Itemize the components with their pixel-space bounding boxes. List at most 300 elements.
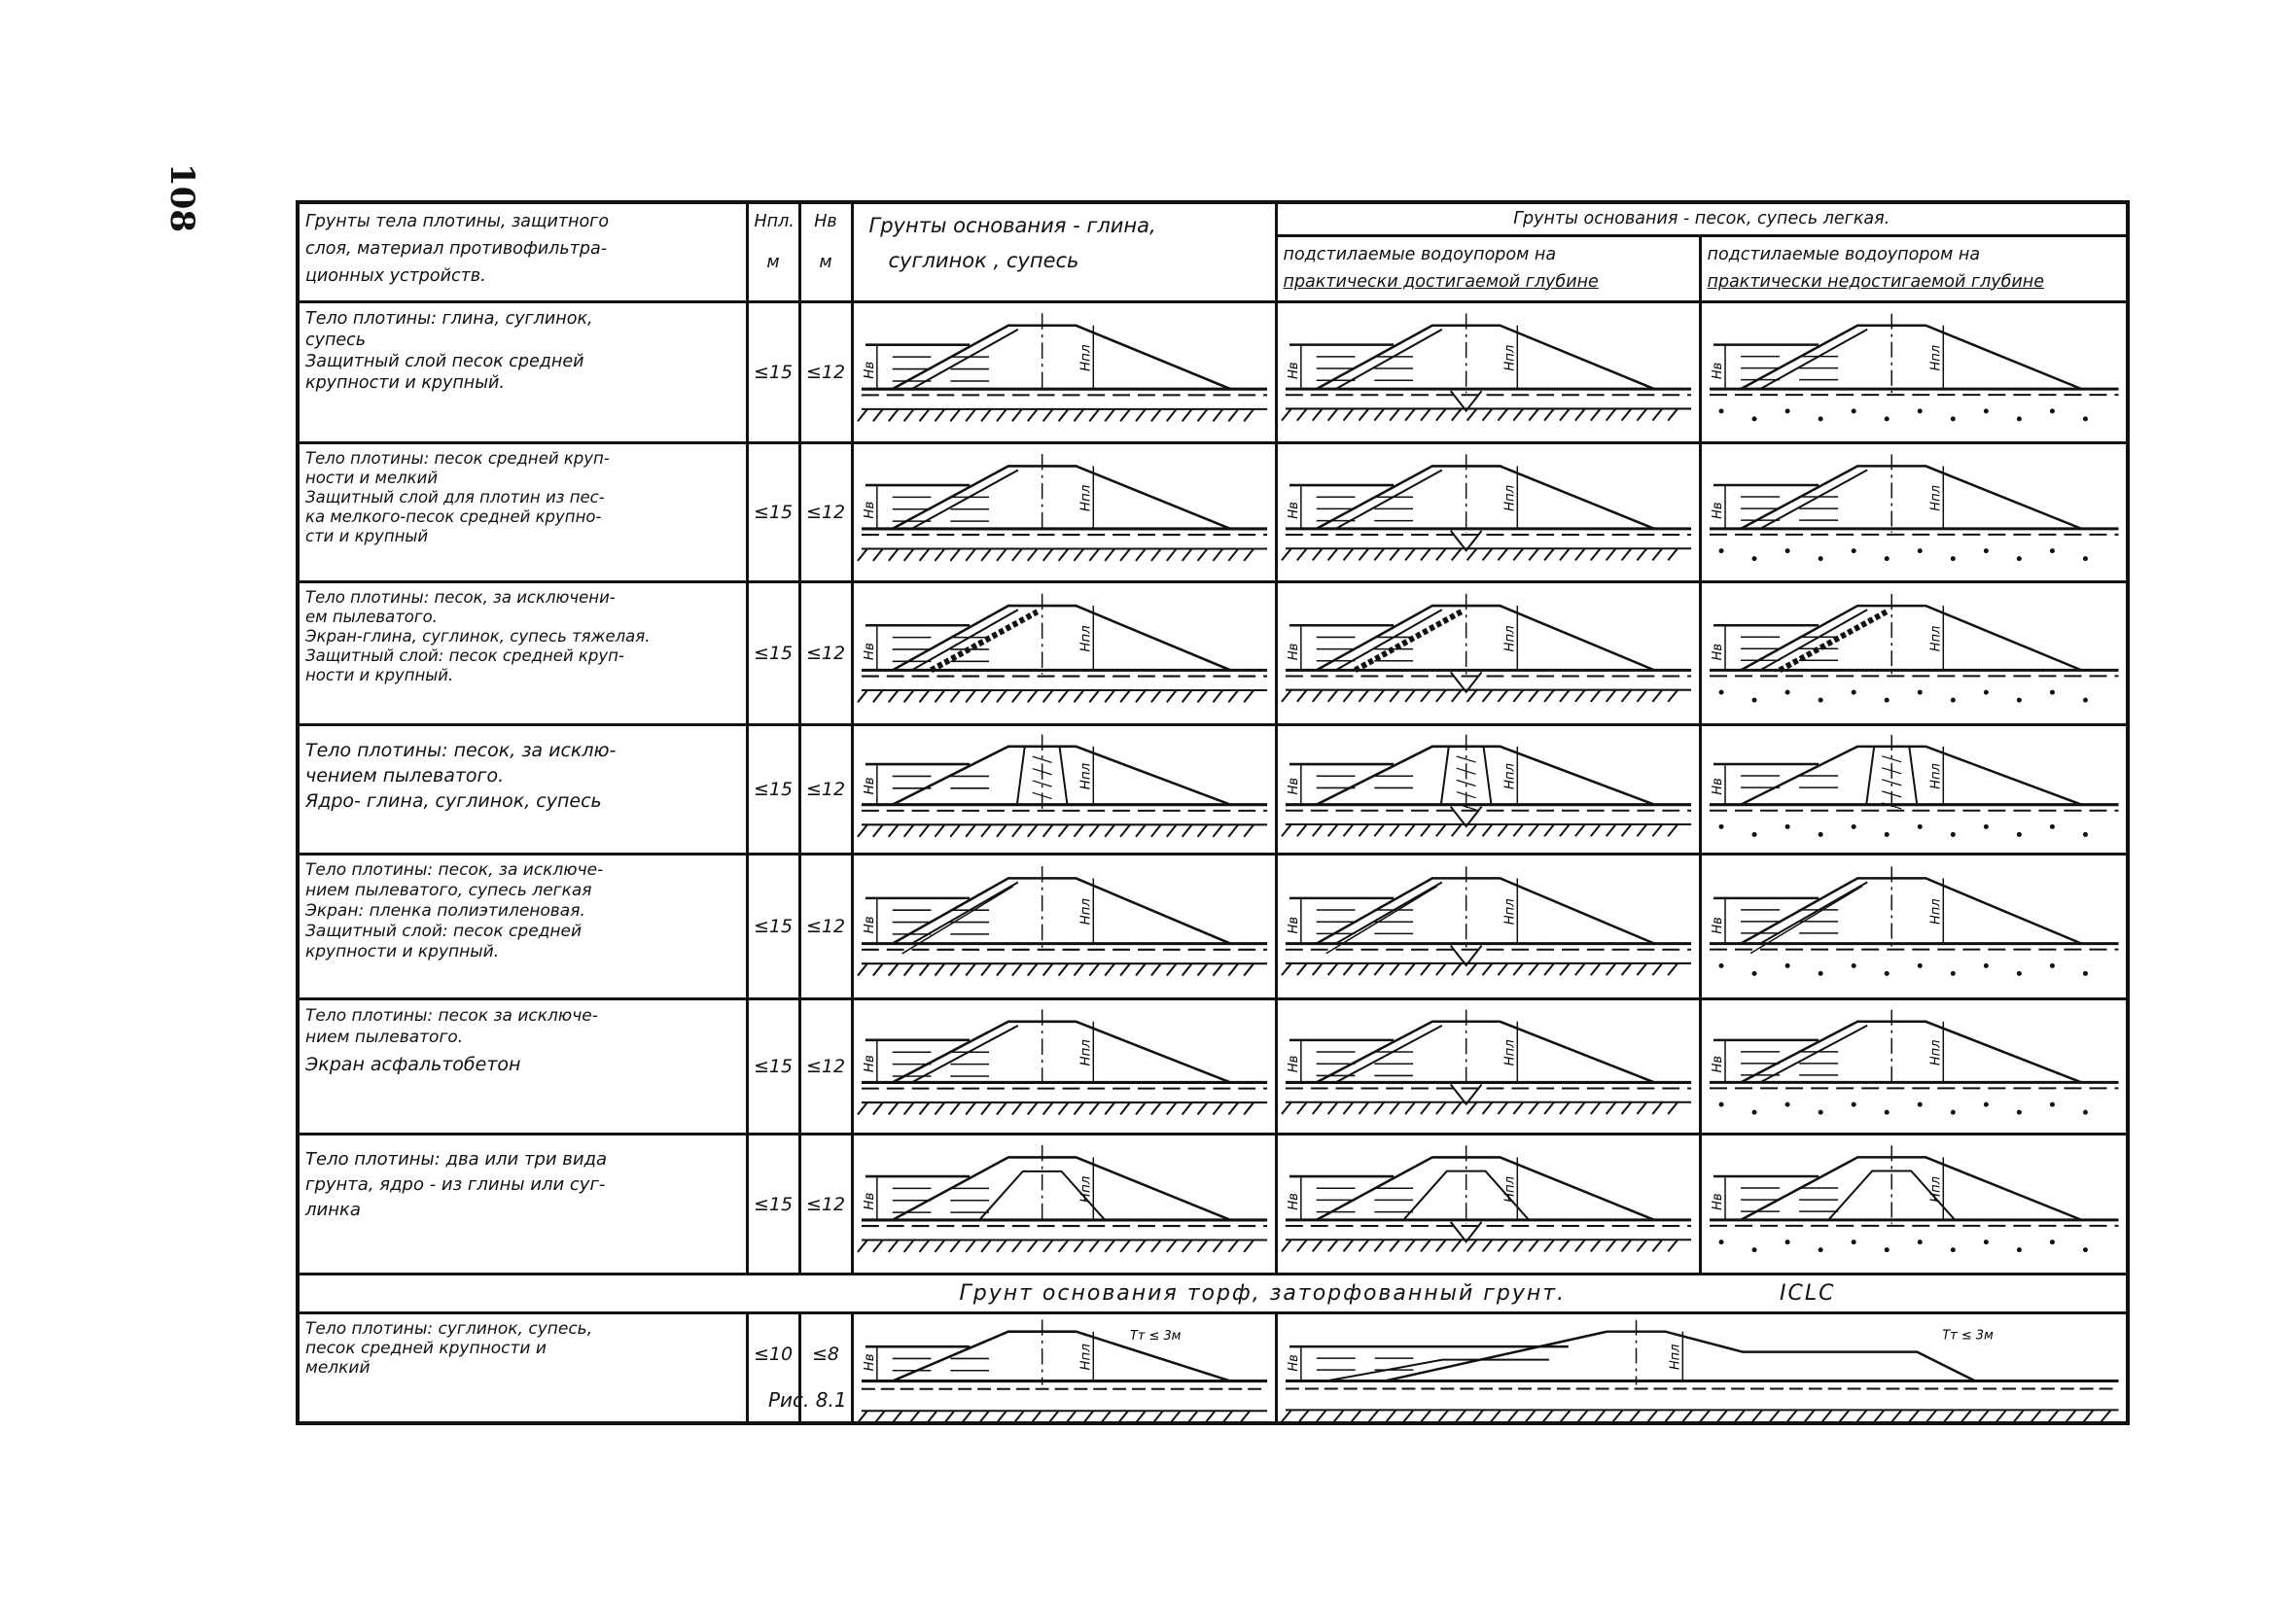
hatch-mark <box>1089 548 1099 560</box>
hatch-mark <box>1482 824 1492 836</box>
hatch-mark <box>935 408 944 420</box>
row-4-hpl: ≤15 <box>747 724 799 854</box>
sand-dot <box>2050 409 2053 412</box>
dam-section-drawing <box>854 444 1275 580</box>
hatch-mark <box>1058 1240 1068 1252</box>
sand-dot <box>1752 972 1755 975</box>
hatch-mark <box>1621 548 1631 560</box>
hatch-mark <box>1343 963 1353 975</box>
protective-layer <box>1335 470 1441 528</box>
hatch-mark <box>1621 689 1631 701</box>
hatch-mark <box>903 408 913 420</box>
hatch-mark <box>1652 408 1662 420</box>
row-6-description: Тело плотины: песок за исключе- нием пылеватого. Экран асфальтобетон <box>298 999 747 1135</box>
hatch-mark <box>1560 1410 1570 1421</box>
hpl-label: Нпл <box>1501 344 1517 371</box>
hatch-mark <box>981 1240 991 1252</box>
hatch-mark <box>1197 548 1207 560</box>
sand-dot <box>1819 1111 1821 1114</box>
row-6-diagram-clay <box>852 999 1276 1135</box>
dam-section-drawing <box>1278 726 1699 853</box>
row-2-diagram-unreached <box>1700 442 2128 581</box>
hatch-mark <box>1390 824 1399 836</box>
sand-dot <box>1819 417 1821 420</box>
hatch-mark <box>1529 1102 1538 1114</box>
row-1-hv: ≤12 <box>799 301 852 442</box>
sand-dot <box>1852 1241 1854 1244</box>
hatch-mark <box>1244 408 1254 420</box>
hpl-label: Нпл <box>1077 1343 1093 1371</box>
sand-dot <box>1918 964 1921 967</box>
hatch-mark <box>1281 1410 1290 1421</box>
hv-label: Нв <box>1710 1193 1725 1211</box>
hatch-mark <box>1544 1240 1554 1252</box>
sand-dot <box>2050 825 2053 828</box>
hatch-mark <box>1466 1240 1476 1252</box>
hatch-mark <box>1590 548 1600 560</box>
sand-dot <box>1984 964 1987 967</box>
hatch-mark <box>1652 963 1662 975</box>
hatch-mark <box>1451 408 1461 420</box>
peat-row-hv: ≤8 <box>799 1312 852 1423</box>
hatch-mark <box>1390 408 1399 420</box>
hatch-mark <box>1228 824 1238 836</box>
hatch-mark <box>1769 1410 1779 1421</box>
hatch-mark <box>1647 1410 1657 1421</box>
hatch-mark <box>981 690 991 702</box>
hatch-mark <box>1042 963 1052 975</box>
sand-dot <box>1885 972 1888 975</box>
hatch-mark <box>1120 963 1130 975</box>
hatch-mark <box>996 408 1006 420</box>
hatch-mark <box>1390 1102 1399 1114</box>
sand-dot <box>1819 698 1821 701</box>
hatch-mark <box>1312 1240 1322 1252</box>
hatch-mark <box>1456 1410 1466 1421</box>
hatch-mark <box>1074 1102 1083 1114</box>
hatch-mark <box>1182 824 1191 836</box>
hatch-mark <box>1529 824 1538 836</box>
dam-body <box>892 1022 1230 1083</box>
hv-label: Нв <box>1286 1055 1301 1073</box>
hpl-label: Нпл <box>1501 1039 1517 1066</box>
hatch-mark <box>1856 1410 1866 1421</box>
row-7-hpl: ≤15 <box>747 1135 799 1274</box>
hatch-mark <box>888 1240 898 1252</box>
hatch-mark <box>1281 824 1290 836</box>
hatch-mark <box>1996 1410 2006 1421</box>
hatch-mark <box>1027 1102 1037 1114</box>
row-3-diagram-clay <box>852 581 1276 724</box>
dam-body <box>1741 878 2081 943</box>
row-7-diagram-reached <box>1276 1135 1700 1274</box>
hatch-mark <box>857 824 866 836</box>
hatch-mark <box>1182 408 1191 420</box>
hatch-mark <box>1606 824 1615 836</box>
hatch-mark <box>1513 824 1523 836</box>
hatch-mark <box>1027 548 1037 560</box>
hatch-mark <box>1668 963 1678 975</box>
hatch-mark <box>1120 824 1130 836</box>
hatch-mark <box>1281 1102 1290 1114</box>
hatch-mark <box>1074 408 1083 420</box>
hpl-label: Нпл <box>1927 625 1943 652</box>
hatch-mark <box>950 1102 960 1114</box>
hatch-mark <box>1027 824 1037 836</box>
hv-label: Нв <box>862 916 877 934</box>
hatch-mark <box>1197 1240 1207 1252</box>
hatch-mark <box>1405 1102 1415 1114</box>
hatch-mark <box>1105 690 1114 702</box>
hatch-mark <box>1135 408 1145 420</box>
sand-dot <box>1918 409 1921 412</box>
sand-dot <box>1819 833 1821 836</box>
hatch-mark <box>935 1102 944 1114</box>
hatch-mark <box>1074 824 1083 836</box>
hatch-mark <box>1874 1410 1884 1421</box>
hatch-mark <box>1513 1102 1523 1114</box>
hatch-mark <box>935 690 944 702</box>
row-1-hpl: ≤15 <box>747 301 799 442</box>
hatch-mark <box>996 1411 1006 1421</box>
hatch-mark <box>2048 1410 2058 1421</box>
hatch-mark <box>1327 963 1337 975</box>
hpl-label: Нпл <box>1078 1176 1093 1204</box>
header-hpl: Нпл. м <box>747 202 799 301</box>
hatch-mark <box>1420 408 1430 420</box>
hatch-mark <box>1374 824 1384 836</box>
hatch-mark <box>903 1240 913 1252</box>
dam-section-drawing <box>1702 444 2127 580</box>
hatch-mark <box>1590 1102 1600 1114</box>
sand-dot <box>2083 1249 2086 1252</box>
dam-section-drawing <box>1278 1135 1699 1272</box>
sand-dot <box>1918 1241 1921 1244</box>
dam-section-drawing <box>1702 1135 2127 1272</box>
hv-label: Нв <box>862 361 877 379</box>
hatch-mark <box>1058 690 1068 702</box>
dam-section-drawing <box>1278 856 1699 997</box>
hatch-mark <box>1482 689 1492 701</box>
hatch-mark <box>1296 1240 1306 1252</box>
hatch-mark <box>1281 689 1290 701</box>
hatch-mark <box>1590 689 1600 701</box>
hv-label: Нв <box>1710 502 1725 519</box>
dam-section-drawing <box>1702 583 2127 723</box>
dam-section-drawing <box>1702 856 2127 997</box>
hatch-mark <box>1979 1410 1989 1421</box>
hv-label: Нв <box>862 1193 877 1211</box>
cutoff-trench <box>1450 531 1481 550</box>
hatch-mark <box>1135 548 1145 560</box>
hatch-mark <box>1058 963 1068 975</box>
hatch-mark <box>1637 824 1646 836</box>
hatch-mark <box>1435 408 1445 420</box>
hatch-mark <box>950 408 960 420</box>
hatch-mark <box>1574 548 1584 560</box>
sand-dot <box>1752 1111 1755 1114</box>
hatch-mark <box>1606 963 1615 975</box>
sand-dot <box>1752 833 1755 836</box>
hv-label: Нв <box>862 1353 877 1371</box>
hatch-mark <box>1498 548 1507 560</box>
hatch-mark <box>1544 689 1554 701</box>
hatch-mark <box>872 963 882 975</box>
dam-body <box>1741 1158 2081 1220</box>
hatch-mark <box>966 548 975 560</box>
sand-dot <box>1885 698 1888 701</box>
sand-dot <box>1918 549 1921 552</box>
hatch-mark <box>872 1240 882 1252</box>
hatch-mark <box>1296 689 1306 701</box>
cutoff-trench <box>1450 391 1481 410</box>
hatch-mark <box>1359 963 1368 975</box>
hatch-mark <box>1926 1410 1936 1421</box>
hatch-mark <box>872 824 882 836</box>
hatch-mark <box>1668 1240 1678 1252</box>
hatch-mark <box>857 1240 866 1252</box>
hatch-mark <box>857 690 866 702</box>
sand-dot <box>2083 417 2086 420</box>
hatch-mark <box>966 824 975 836</box>
hatch-mark <box>1405 689 1415 701</box>
hatch-mark <box>857 1411 866 1421</box>
hatch-mark <box>1359 548 1368 560</box>
hatch-mark <box>903 963 913 975</box>
hatch-mark <box>1105 1240 1114 1252</box>
hatch-mark <box>1595 1410 1605 1421</box>
hatch-mark <box>1668 824 1678 836</box>
hatch-mark <box>950 690 960 702</box>
hatch-mark <box>1281 963 1290 975</box>
hatch-mark <box>857 1102 866 1114</box>
hatch-mark <box>935 548 944 560</box>
hatch-mark <box>1374 408 1384 420</box>
hatch-mark <box>1327 689 1337 701</box>
hatch-mark <box>1197 824 1207 836</box>
hatch-mark <box>1405 548 1415 560</box>
hv-label: Нв <box>1710 917 1725 934</box>
hatch-mark <box>1011 548 1021 560</box>
dam-section-drawing <box>1702 1000 2127 1133</box>
row-1-diagram-reached <box>1276 301 1700 442</box>
figure-caption: Рис. 8.1 <box>768 1388 847 1412</box>
hatch-mark <box>1668 689 1678 701</box>
row-5-hpl: ≤15 <box>747 855 799 999</box>
sand-dot <box>1918 690 1921 693</box>
hatch-mark <box>1135 690 1145 702</box>
dam-body <box>892 1158 1230 1220</box>
hv-label: Нв <box>1710 643 1725 661</box>
hatch-mark <box>1011 408 1021 420</box>
hatch-mark <box>1498 1240 1507 1252</box>
hatch-mark <box>1559 1102 1569 1114</box>
sand-dot <box>1885 557 1888 560</box>
hatch-mark <box>1105 408 1114 420</box>
hatch-mark <box>1652 824 1662 836</box>
sand-dot <box>1785 409 1788 412</box>
hatch-mark <box>1359 408 1368 420</box>
hatch-mark <box>935 1240 944 1252</box>
row-1-diagram-unreached <box>1700 301 2128 442</box>
hatch-mark <box>1213 1240 1222 1252</box>
dam-section-drawing <box>854 1314 1275 1422</box>
hatch-mark <box>903 1102 913 1114</box>
hatch-mark <box>1621 1102 1631 1114</box>
hatch-mark <box>1466 689 1476 701</box>
row-1-diagram-clay <box>852 301 1276 442</box>
hatch-mark <box>888 548 898 560</box>
hatch-mark <box>2083 1410 2093 1421</box>
hatch-mark <box>1606 408 1615 420</box>
hpl-label: Нпл <box>1927 1039 1943 1066</box>
sand-dot <box>1785 690 1788 693</box>
sand-dot <box>1852 690 1854 693</box>
hatch-mark <box>888 963 898 975</box>
hatch-mark <box>1135 1102 1145 1114</box>
hatch-mark <box>1343 548 1353 560</box>
hatch-mark <box>1074 963 1083 975</box>
hatch-mark <box>1466 1102 1476 1114</box>
sand-dot <box>1752 1249 1755 1252</box>
sand-dot <box>1719 690 1722 693</box>
hatch-mark <box>1228 690 1238 702</box>
hpl-label: Нпл <box>1927 344 1943 370</box>
hv-label: Нв <box>1286 361 1301 379</box>
hatch-mark <box>1074 690 1083 702</box>
hatch-mark <box>981 963 991 975</box>
hpl-label: Нпл <box>1501 484 1517 511</box>
hatch-mark <box>1359 824 1368 836</box>
hatch-mark <box>892 1411 901 1421</box>
hatch-mark <box>1213 408 1222 420</box>
dam-body <box>1316 466 1654 528</box>
hatch-mark <box>1374 548 1384 560</box>
hatch-mark <box>996 1240 1006 1252</box>
hatch-mark <box>1606 689 1615 701</box>
hv-label: Нв <box>1286 643 1301 661</box>
hatch-mark <box>1665 1410 1675 1421</box>
hatch-mark <box>1590 824 1600 836</box>
hatch-mark <box>1513 1240 1523 1252</box>
hpl-label: Нпл <box>1927 763 1943 789</box>
hatch-mark <box>1120 548 1130 560</box>
sand-dot <box>1984 1103 1987 1106</box>
hpl-label: Нпл <box>1501 762 1517 789</box>
hatch-mark <box>1228 408 1238 420</box>
sand-dot <box>2017 833 2020 836</box>
hatch-mark <box>1182 1240 1191 1252</box>
hatch-mark <box>1150 1240 1160 1252</box>
hatch-mark <box>1058 548 1068 560</box>
sand-dot <box>1852 549 1854 552</box>
dam-section-drawing <box>854 583 1275 723</box>
sand-dot <box>1984 409 1987 412</box>
row-5-diagram-clay <box>852 855 1276 999</box>
dam-body <box>1741 466 2081 528</box>
dam-section-drawing <box>1702 303 2127 441</box>
hatch-mark <box>1011 963 1021 975</box>
row-6-hpl: ≤15 <box>747 999 799 1135</box>
sand-dot <box>1719 549 1722 552</box>
hatch-mark <box>1182 548 1191 560</box>
hatch-mark <box>950 548 960 560</box>
hpl-label: Нпл <box>1078 343 1093 371</box>
hv-label: Нв <box>862 777 877 795</box>
hatch-mark <box>981 408 991 420</box>
dam-body <box>1316 606 1654 670</box>
hatch-mark <box>1312 548 1322 560</box>
hatch-mark <box>1166 408 1176 420</box>
hatch-mark <box>1333 1410 1343 1421</box>
hatch-mark <box>1574 963 1584 975</box>
hatch-mark <box>1197 963 1207 975</box>
sand-dot <box>1951 1111 1954 1114</box>
hatch-mark <box>1466 408 1476 420</box>
hatch-mark <box>996 824 1006 836</box>
hatch-mark <box>1166 824 1176 836</box>
hatch-mark <box>1652 1240 1662 1252</box>
hatch-mark <box>1197 408 1207 420</box>
hatch-mark <box>1042 1102 1052 1114</box>
protective-layer <box>1760 1026 1867 1083</box>
dam-body <box>1741 606 2081 670</box>
hatch-mark <box>1089 690 1099 702</box>
hv-label: Нв <box>1710 778 1725 795</box>
hatch-mark <box>1525 1410 1535 1421</box>
dam-section-drawing <box>854 303 1275 441</box>
hatch-mark <box>1491 1410 1501 1421</box>
hatch-mark <box>1316 1410 1325 1421</box>
hatch-mark <box>1544 1102 1554 1114</box>
hatch-mark <box>1405 408 1415 420</box>
peat-diagram-simple <box>852 1312 1276 1423</box>
row-2-hv: ≤12 <box>799 442 852 581</box>
dam-types-table <box>296 200 2130 1425</box>
hatch-mark <box>1374 963 1384 975</box>
hatch-mark <box>1327 408 1337 420</box>
hatch-mark <box>1559 548 1569 560</box>
hatch-mark <box>1498 824 1507 836</box>
hv-label: Нв <box>1286 1193 1301 1211</box>
hatch-mark <box>927 1411 936 1421</box>
hatch-mark <box>1152 1411 1162 1421</box>
hatch-mark <box>1042 824 1052 836</box>
hatch-mark <box>1120 1102 1130 1114</box>
sand-dot <box>2017 1249 2020 1252</box>
header-sub-reached: подстилаемые водоупором на практически достигаемой глубине <box>1276 235 1700 301</box>
hatch-mark <box>1804 1410 1814 1421</box>
hatch-mark <box>1390 689 1399 701</box>
hv-label: Нв <box>1710 362 1725 379</box>
hpl-label: Нпл <box>1501 898 1517 926</box>
hatch-mark <box>1752 1410 1762 1421</box>
header-soil: Грунты тела плотины, защитного слоя, материал противофильтра- ционных устройств. <box>298 202 747 301</box>
hatch-mark <box>1327 548 1337 560</box>
sand-dot <box>1752 557 1755 560</box>
hatch-mark <box>1668 548 1678 560</box>
sand-dot <box>1951 972 1954 975</box>
hatch-mark <box>1590 1240 1600 1252</box>
hatch-mark <box>1296 963 1306 975</box>
hatch-mark <box>1244 824 1254 836</box>
hatch-mark <box>1089 408 1099 420</box>
hatch-mark <box>1244 548 1254 560</box>
hatch-mark <box>1466 548 1476 560</box>
hatch-mark <box>1213 1102 1222 1114</box>
hatch-mark <box>1482 1102 1492 1114</box>
hatch-mark <box>872 408 882 420</box>
